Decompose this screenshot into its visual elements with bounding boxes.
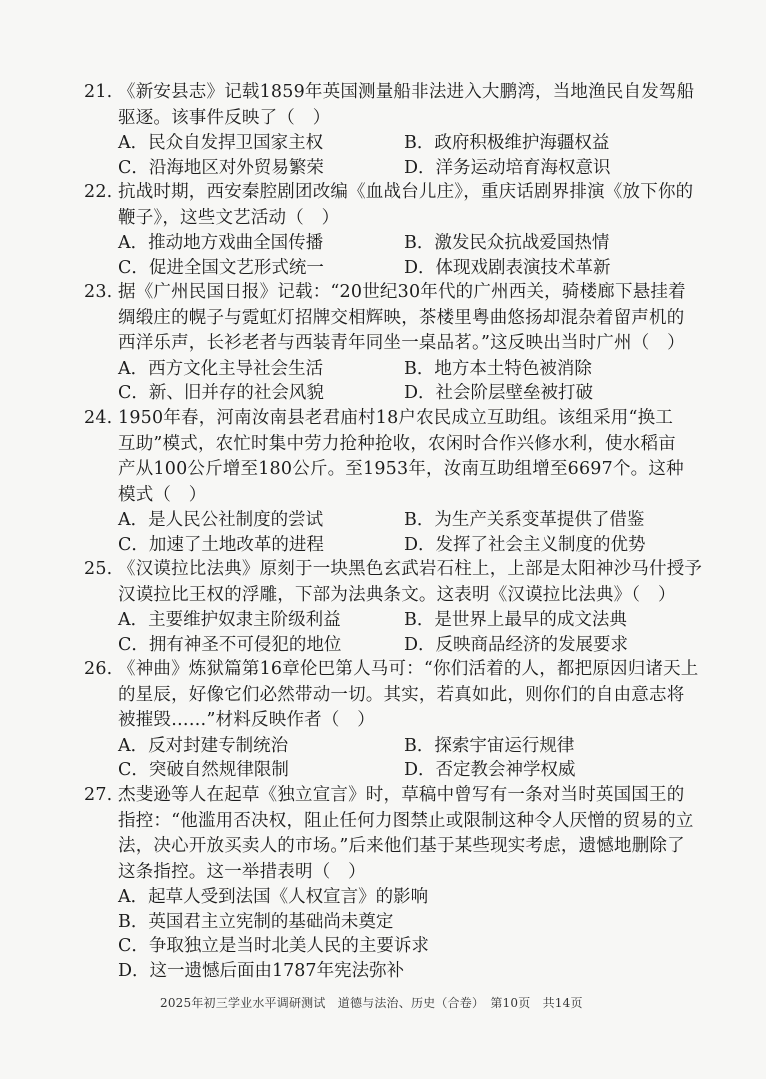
- question-27: [84, 783, 694, 983]
- option-a: A．是人民公社制度的尝试: [118, 510, 324, 530]
- option-c: C．拥有神圣不可侵犯的地位: [118, 634, 342, 655]
- question-number: 26.: [84, 659, 113, 679]
- option-d: D．体现戏剧表演技术革新: [404, 257, 611, 278]
- option-a: A．推动地方戏曲全国传播: [118, 233, 324, 253]
- options: [84, 885, 684, 983]
- option-c: C．加速了土地改革的进程: [118, 534, 324, 555]
- option-b: B．地方本土特色被消除: [404, 358, 592, 379]
- stem-line: 《新安县志》记载1859年英国测量船非法进入大鹏湾，当地渔民自发驾船: [118, 82, 695, 102]
- question-stem: [84, 783, 694, 885]
- question-number: 27.: [84, 785, 113, 805]
- stem-line: 的星辰，好像它们必然带动一切。其实，若真如此，则你们的自由意志将: [118, 684, 685, 705]
- question-number: 25.: [84, 559, 113, 579]
- stem-line: 产从100公斤增至180公斤。至1953年，汝南互助组增至6697个。这种: [118, 459, 684, 479]
- option-a: A．民众自发捍卫国家主权: [118, 133, 324, 153]
- option-c: C．新、旧并存的社会风貌: [118, 383, 324, 403]
- option-d: D．这一遗憾后面由1787年宪法弥补: [118, 960, 405, 981]
- option-a: A．起草人受到法国《人权宣言》的影响: [118, 887, 429, 907]
- stem-line: 杰斐逊等人在起草《独立宣言》时，草稿中曾写有一条对当时英国国王的: [118, 785, 685, 805]
- question-stem: [84, 406, 684, 508]
- option-a: A．反对封建专制统治: [118, 735, 289, 756]
- question-number: 23.: [84, 282, 113, 302]
- stem-line: 据《广州民国日报》记载：“20世纪30年代的广州西关，骑楼廊下悬挂着: [118, 282, 686, 302]
- option-d: D．洋务运动培育海权意识: [404, 157, 611, 178]
- question-24: [84, 406, 684, 557]
- stem-line: 互助”模式，农忙时集中劳力抢种抢收，农闲时合作兴修水利，使水稻亩: [118, 433, 676, 454]
- option-a: A．西方文化主导社会生活: [118, 358, 324, 379]
- option-c: C．促进全国文艺形式统一: [118, 257, 324, 278]
- option-b: B．激发民众抗战爱国热情: [404, 233, 610, 253]
- option-b: B．英国君主立宪制的基础尚未奠定: [118, 911, 394, 932]
- question-21: [84, 80, 695, 180]
- option-a: A．主要维护奴隶主阶级利益: [118, 610, 341, 630]
- option-d: D．否定教会神学权威: [404, 760, 576, 780]
- options: [84, 608, 684, 657]
- stem-line: 法，决心开放买卖人的市场。”后来他们基于某些现实考虑，遗憾地删除了: [118, 836, 685, 856]
- stem-line: 1950年春，河南汝南县老君庙村18户农民成立互助组。该组采用“换工: [118, 408, 674, 428]
- stem-line: 指控：“他滥用否决权，阻止任何力图禁止或限制这种令人厌憎的贸易的立: [118, 810, 694, 831]
- stem-line: 汉谟拉比王权的浮雕，下部为法典条文。这表明《汉谟拉比法典》（ ）: [118, 584, 676, 605]
- stem-line: 抗战时期，西安秦腔剧团改编《血战台儿庄》，重庆话剧界排演《放下你的: [118, 182, 694, 202]
- page-footer: 2025年初三学业水平调研测试 道德与法治、历史（合卷） 第10页 共14页: [160, 996, 583, 1010]
- option-c: C．争取独立是当时北美人民的主要诉求: [118, 936, 429, 956]
- options: [84, 231, 684, 280]
- question-stem: [84, 657, 699, 734]
- question-stem: [84, 280, 684, 357]
- stem-line: 鞭子》，这些文艺活动（ ）: [118, 207, 340, 228]
- stem-line: 《神曲》炼狱篇第16章伦巴第人马可：“你们活着的人，都把原因归诸天上: [118, 659, 699, 679]
- question-stem: [84, 557, 703, 608]
- options: [84, 131, 684, 180]
- question-22: [84, 180, 694, 280]
- question-25: [84, 557, 703, 657]
- stem-line: 绸缎庄的幌子与霓虹灯招牌交相辉映，茶楼里粤曲悠扬却混杂着留声机的: [118, 307, 685, 328]
- option-c: C．突破自然规律限制: [118, 760, 289, 780]
- options: [84, 734, 684, 783]
- option-d: D．社会阶层壁垒被打破: [404, 383, 594, 403]
- option-b: B．为生产关系变革提供了借鉴: [404, 510, 645, 530]
- question-number: 24.: [84, 408, 113, 428]
- stem-line: 被摧毁……”材料反映作者（ ）: [118, 710, 375, 730]
- option-d: D．发挥了社会主义制度的优势: [404, 534, 646, 555]
- question-stem: [84, 180, 694, 231]
- stem-line: 《汉谟拉比法典》原刻于一块黑色玄武岩石柱上，上部是太阳神沙马什授予: [118, 559, 703, 579]
- options: [84, 508, 684, 557]
- option-b: B．是世界上最早的成文法典: [404, 610, 627, 630]
- option-c: C．沿海地区对外贸易繁荣: [118, 157, 324, 178]
- question-23: [84, 280, 684, 406]
- question-number: 22.: [84, 182, 113, 202]
- stem-line: 西洋乐声，长衫老者与西装青年同坐一桌品茗。”这反映出当时广州（ ）: [118, 333, 685, 353]
- question-stem: [84, 80, 695, 131]
- stem-line: 这条指控。这一举措表明（ ）: [118, 861, 366, 882]
- option-d: D．反映商品经济的发展要求: [404, 634, 629, 655]
- stem-line: 模式（ ）: [118, 484, 207, 505]
- stem-line: 驱逐。该事件反映了（ ）: [118, 107, 331, 128]
- question-number: 21.: [84, 82, 113, 102]
- question-26: [84, 657, 699, 783]
- options: [84, 357, 684, 406]
- option-b: B．探索宇宙运行规律: [404, 735, 575, 756]
- option-b: B．政府积极维护海疆权益: [404, 133, 610, 153]
